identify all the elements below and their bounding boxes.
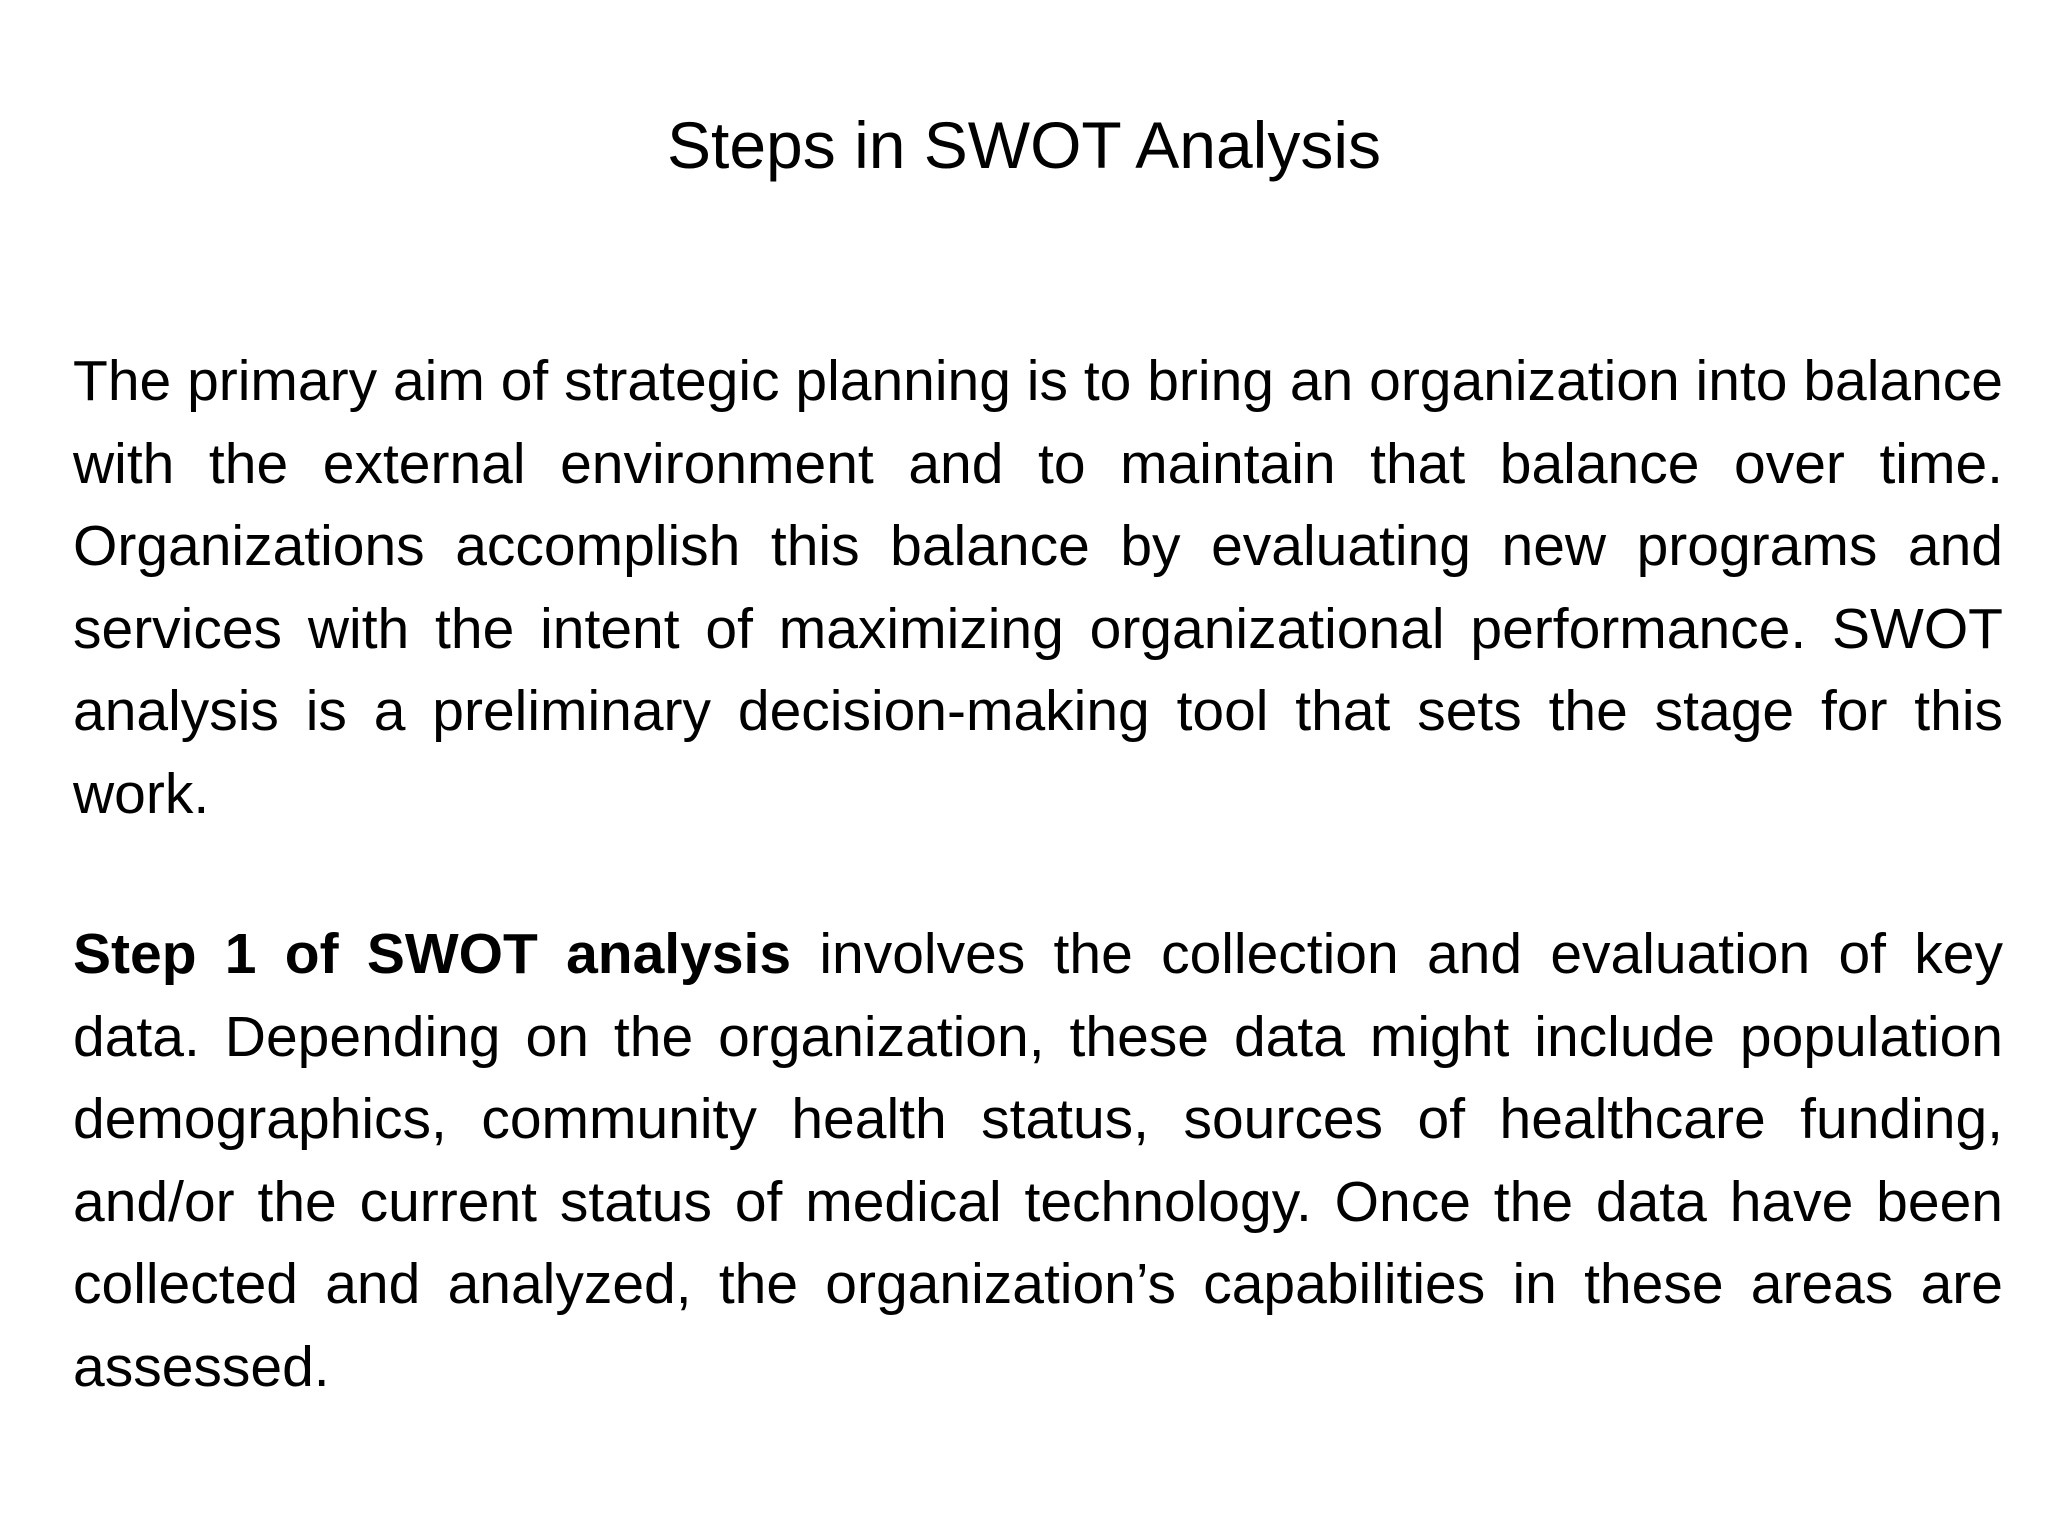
step-1-paragraph xyxy=(73,913,2003,1408)
step-1-heading: Step 1 of SWOT analysis xyxy=(73,922,792,986)
intro-paragraph: The primary aim of strategic planning is to bring an organization into balance with the external environment and to maintain that balance over time. Organizations accomplish this balance by evaluating new programs and services with the intent of maximizing organizational performance. SWOT analysis is a preliminary decision-making tool that sets the stage for this work. xyxy=(73,349,2003,826)
step-1-text: involves the collection and evaluation of key data. Depending on the organization, these data might include population demographics, community health status, sources of healthcare funding, and/or the current status of medical technology. Once the data have been collected and analyzed, the organization’s capabilities in these areas are assessed. xyxy=(73,922,2003,1399)
slide-title: Steps in SWOT Analysis xyxy=(666,108,1382,182)
